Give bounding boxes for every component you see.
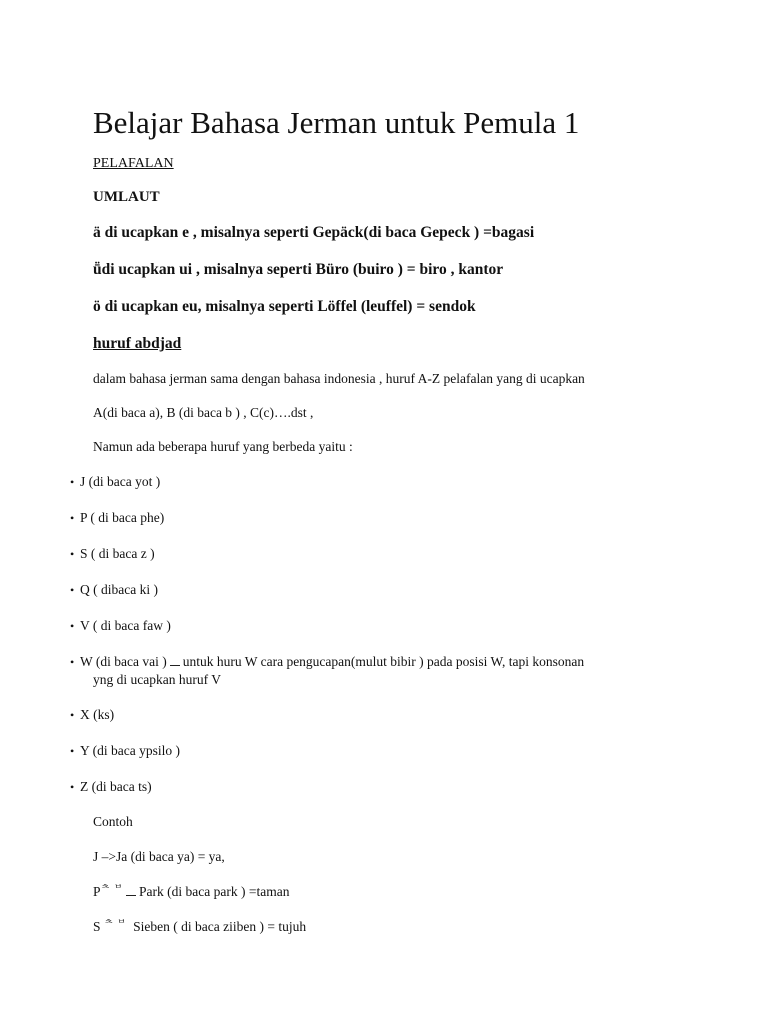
bullet-text: X (ks) (80, 707, 115, 722)
w-continuation-line-1: untuk huru W cara pengucapan(mulut bibir ) pada posisi W, tapi konsonan (182, 654, 585, 669)
example-p-glyph: ᄎ ᄇ (100, 885, 124, 896)
example-s-text: Sieben ( di baca ziiben ) = tujuh (133, 919, 307, 934)
bullet-text: V ( di baca faw ) (80, 618, 171, 633)
section-pelafalan: PELAFALAN (93, 156, 174, 171)
example-p-prefix: P (93, 884, 101, 899)
bullet-text: Q ( dibaca ki ) (80, 582, 158, 597)
bullet-text: P ( di baca phe) (80, 510, 165, 525)
document-title: Belajar Bahasa Jerman untuk Pemula 1 (93, 105, 580, 140)
intro-line-2: A(di baca a), B (di baca b ) , C(c)….dst , (93, 405, 314, 420)
bullet-icon: • (70, 619, 75, 633)
list-item (70, 545, 155, 563)
bullet-icon: • (70, 511, 75, 525)
example-s (93, 917, 306, 935)
list-item (70, 653, 585, 671)
example-p-text: Park (di baca park ) =taman (139, 884, 290, 899)
bullet-icon: • (70, 655, 75, 669)
bullet-icon: • (70, 744, 75, 758)
contoh-heading: Contoh (93, 814, 133, 829)
bullet-text: Y (di baca ypsilo ) (80, 743, 180, 758)
umlaut-line-o: ö di ucapkan eu, misalnya seperti Löffel (leuffel) = sendok (93, 298, 476, 315)
example-s-prefix: S (93, 919, 101, 934)
underline-mark (170, 659, 180, 666)
bullet-text: J (di baca yot ) (80, 474, 161, 489)
intro-line-1: dalam bahasa jerman sama dengan bahasa indonesia , huruf A-Z pelafalan yang di ucapkan (93, 371, 585, 386)
list-item (70, 473, 161, 491)
intro-line-3: Namun ada beberapa huruf yang berbeda yaitu : (93, 439, 353, 454)
umlaut-line-a: ä di ucapkan e , misalnya seperti Gepäck(di baca Gepeck ) =bagasi (93, 224, 535, 241)
list-item (70, 778, 152, 796)
list-item (70, 617, 171, 635)
bullet-icon: • (70, 475, 75, 489)
list-item (70, 581, 158, 599)
example-j: J –>Ja (di baca ya) = ya, (93, 849, 225, 864)
list-item (70, 742, 180, 760)
list-item (70, 509, 165, 527)
umlaut-heading: UMLAUT (93, 189, 160, 205)
w-continuation-line-2: yng di ucapkan huruf V (93, 672, 221, 687)
bullet-icon: • (70, 708, 75, 722)
bullet-icon: • (70, 780, 75, 794)
bullet-icon: • (70, 583, 75, 597)
bullet-text: W (di baca vai ) (80, 654, 167, 669)
bullet-text: S ( di baca z ) (80, 546, 155, 561)
list-item (70, 706, 115, 724)
huruf-abdjad-heading: huruf abdjad (93, 335, 182, 352)
bullet-icon: • (70, 547, 75, 561)
bullet-text: Z (di baca ts) (80, 779, 152, 794)
example-p (93, 882, 289, 900)
umlaut-line-u: ṻdi ucapkan ui , misalnya seperti Büro (buiro ) = biro , kantor (93, 261, 504, 278)
underline-mark (126, 889, 136, 896)
example-s-glyph: ᄎ ᄇ (103, 920, 127, 931)
